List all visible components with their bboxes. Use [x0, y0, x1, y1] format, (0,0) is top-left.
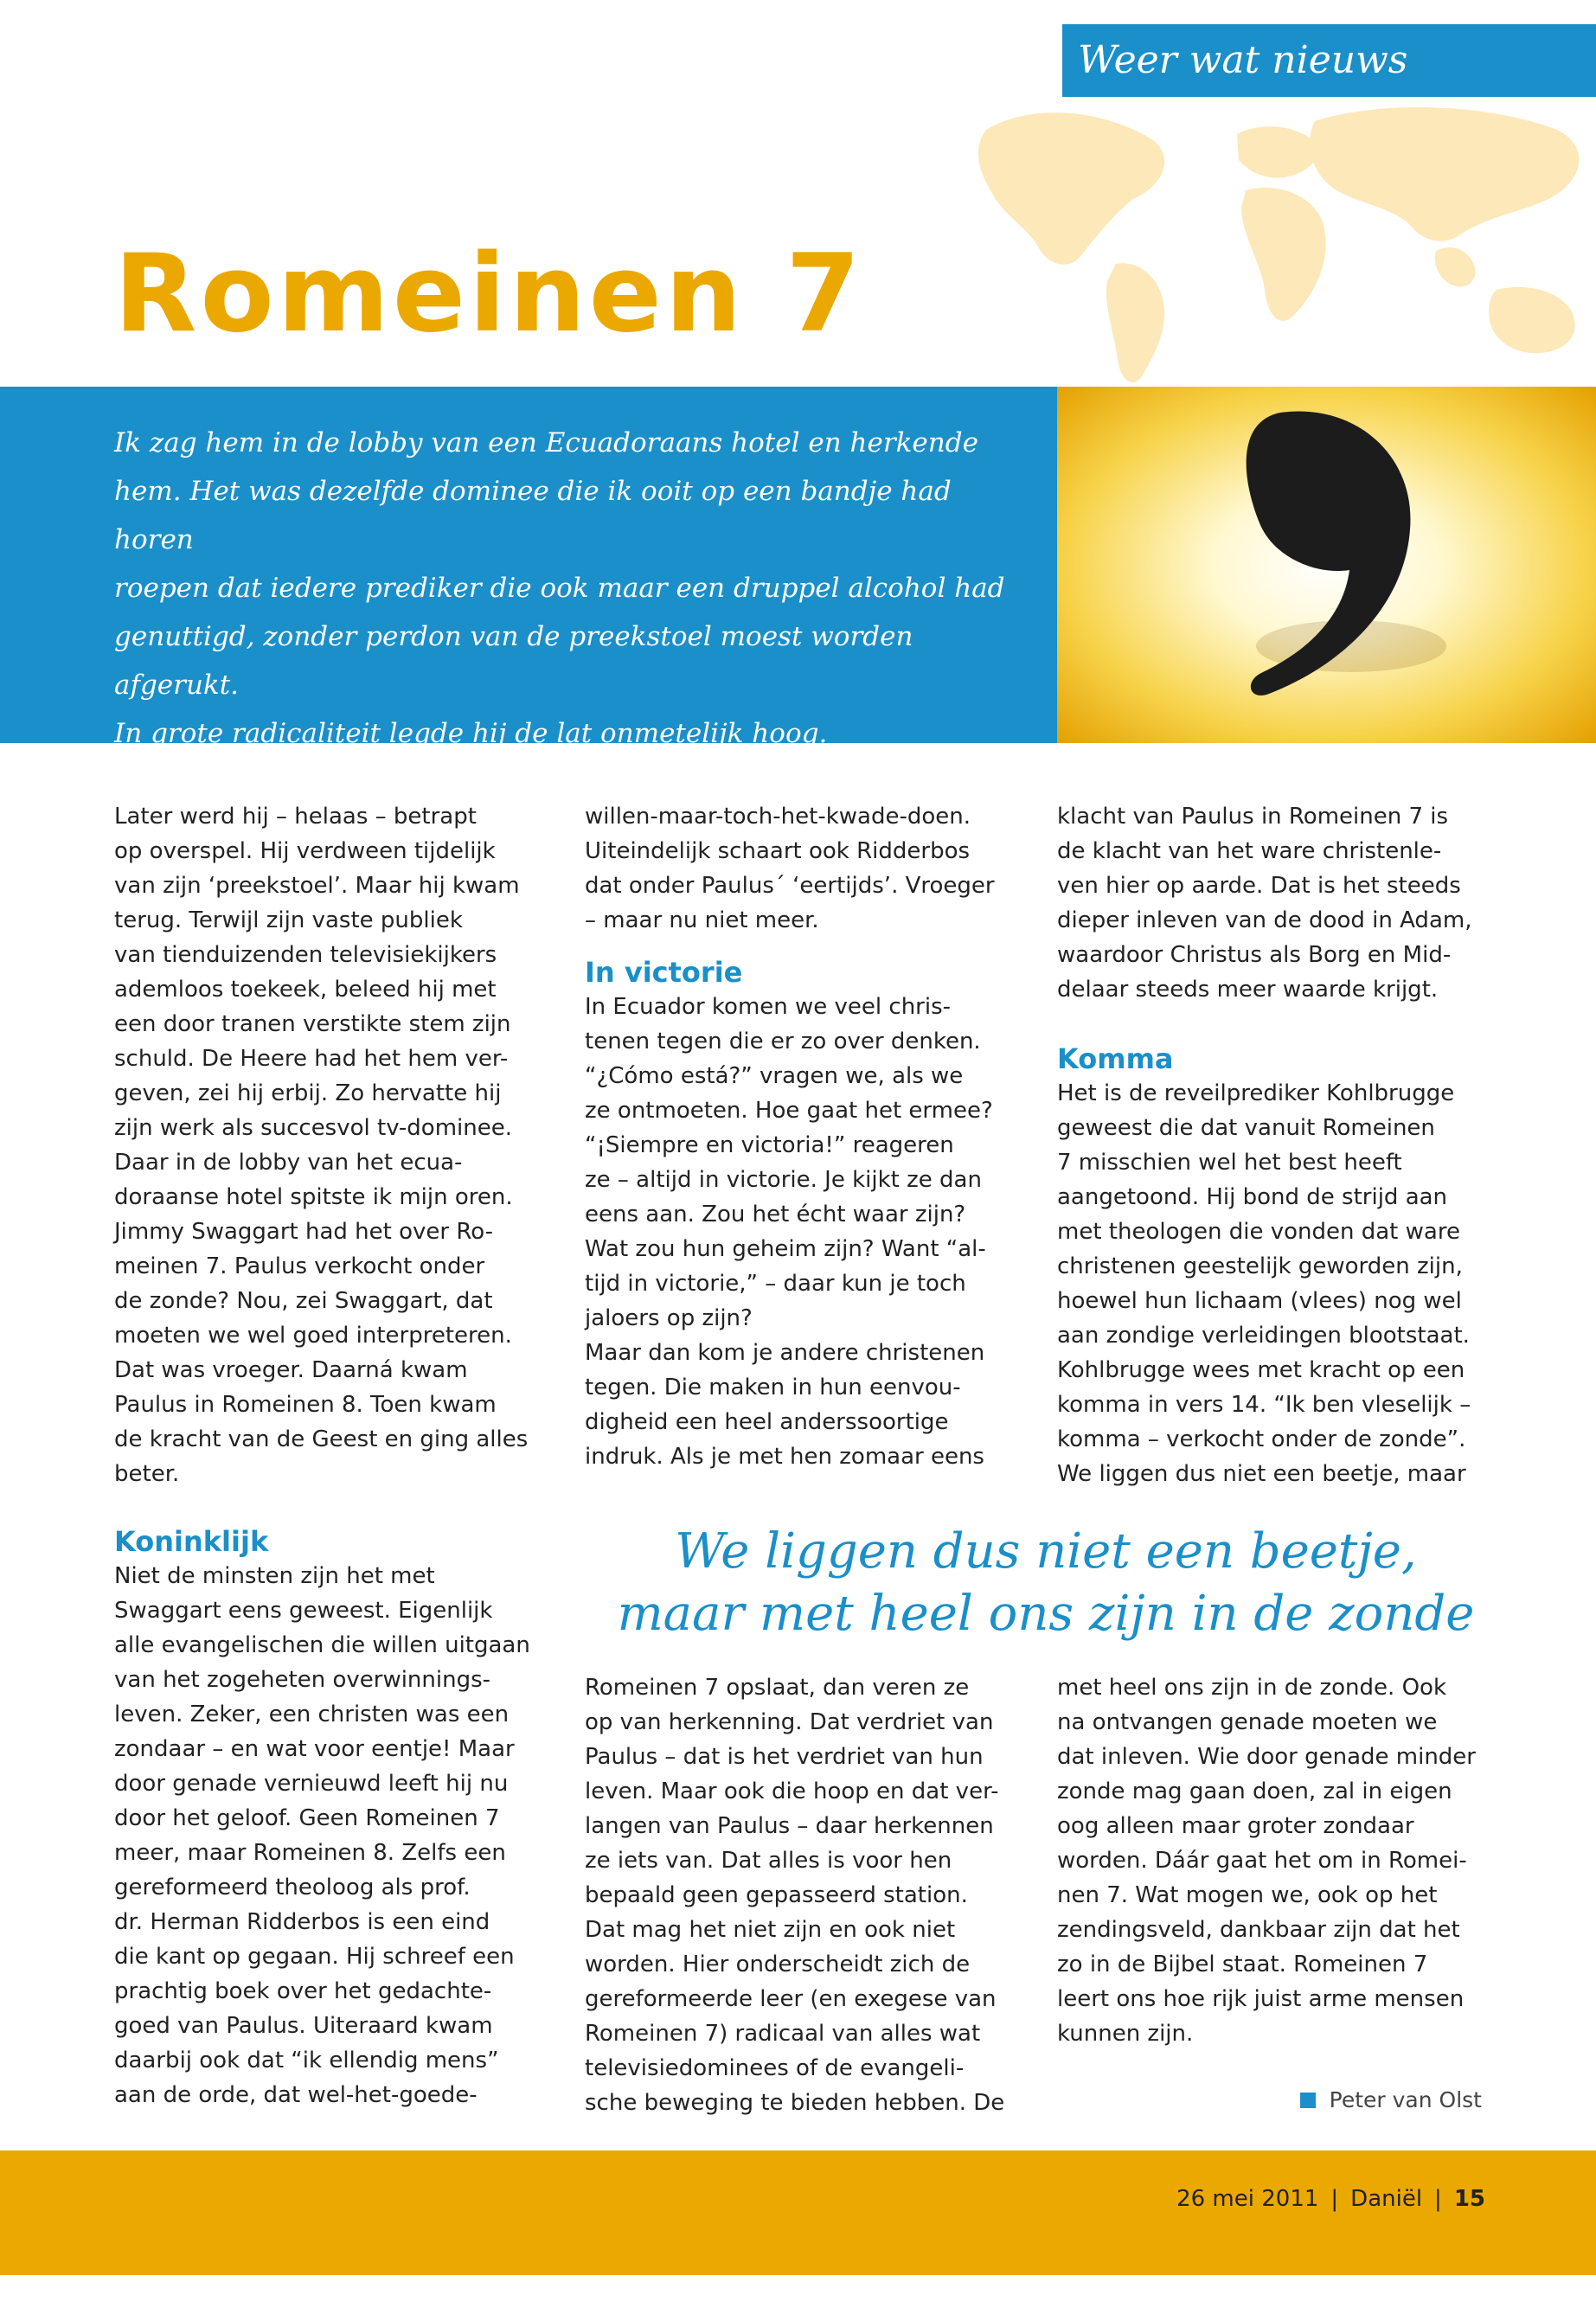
pull-quote: We liggen dus niet een beetje, maar met heel ons zijn in de zonde — [617, 1523, 1475, 1642]
body-text: Niet de minsten zijn het met Swaggart eens geweest. Eigenlijk alle evangelischen die willen uitgaan van het zogeheten overwinnings- leven. Zeker, een christen was een zondaar – en wat voor eentje! Maar door genade vernieuwd leeft hij nu door het geloof. Geen Romeinen 7 meer, maar Romeinen 8. Zelfs een gereformeerd theoloog als prof. dr. Herman Ridderbos is een eind die kant op gegaan. Hij schreef een prachtig boek over het gedachte- goed van Paulus. Uiteraard kwam daarbij ook dat “ik ellendig mens” aan de orde, dat wel-het-goede- — [114, 1563, 530, 2108]
body-text: met heel ons zijn in de zonde. Ook na ontvangen genade moeten we dat inleven. Wie door genade minder zonde mag gaan doen, zal in eigen oog alleen maar groter zondaar worden. Dáár gaat het om in Romei- nen 7. Wat mogen we, ook op het zendingsveld, dankbaar zijn dat het zo in de Bijbel staat. Romeinen 7 leert ons hoe rijk juist arme mensen kunnen zijn. — [1057, 1675, 1476, 2047]
body-text: In Ecuador komen we veel chris- tenen tegen die er zo over denken. “¿Cómo está?” vragen we, als we ze ontmoeten. Hoe gaat het ermee? “¡Siempre en victoria!” reageren ze – altijd in victorie. Je kijkt ze dan eens aan. Zou het écht waar zijn? Wat zou hun geheim zijn? Want “al- tijd in victorie,” – daar kun je toch jaloers op zijn? Maar dan kom je andere christenen tegen. Die maken in hun eenvou- digheid een heel anderssoortige indruk. Als je met hen zomaar eens — [585, 994, 993, 1470]
byline-square-icon — [1300, 2093, 1316, 2108]
lead-paragraph: Ik zag hem in de lobby van een Ecuadoraans hotel en herkende hem. Het was dezelfde dominee die ik ooit op een bandje had horen roepen dat iedere prediker die ook maar een druppel alcohol had genuttigd, zonder perdon van de preekstoel moest worden afgerukt. In grote radicaliteit legde hij de lat onmetelijk hoog. — [114, 427, 1005, 749]
column-2-top — [585, 799, 1035, 1474]
body-text: willen-maar-toch-het-kwade-doen. Uiteindelijk schaart ook Ridderbos dat onder Paulus´ ‘eertijds’. Vroeger – maar nu niet meer. — [585, 804, 995, 933]
column-2-bottom — [585, 1670, 1035, 2120]
page-number: 15 — [1453, 2186, 1485, 2212]
column-1-bottom — [114, 1524, 547, 2112]
footer-info — [1176, 2186, 1485, 2212]
subheading-komma: Komma — [1057, 1042, 1174, 1075]
column-3-top — [1057, 799, 1507, 1491]
body-text: Het is de reveilprediker Kohlbrugge geweest die dat vanuit Romeinen 7 misschien wel het best heeft aangetoond. Hij bond de strijd aan met theologen die vonden dat ware christenen geestelijk geworden zijn, hoewel hun lichaam (vlees) nog wel aan zondige verleidingen blootstaat. Kohlbrugge wees met kracht op een komma in vers 14. “Ik ben vleselijk – komma – verkocht onder de zonde”. We liggen dus niet een beetje, maar — [1057, 1080, 1471, 1487]
world-map-illustration — [952, 95, 1596, 389]
comma-icon — [1057, 387, 1596, 743]
column-1-top — [114, 799, 547, 1491]
issue-date: 26 mei 2011 — [1176, 2186, 1319, 2212]
subheading-in-victorie: In victorie — [585, 956, 743, 989]
body-text: Later werd hij – helaas – betrapt op overspel. Hij verdween tijdelijk van zijn ‘preekstoel’. Maar hij kwam terug. Terwijl zijn vaste publiek van tienduizenden televisiekijkers ademloos toekeek, beleed hij met een door tranen verstikte stem zijn schuld. De Heere had het hem ver- geven, zei hij erbij. Zo hervatte hij zijn werk als succesvol tv-dominee. Daar in de lobby van het ecua- doraanse hotel spitste ik mijn oren. Jimmy Swaggart had het over Ro- meinen 7. Paulus verkocht onder de zonde? Nou, zei Swaggart, dat moeten we wel goed interpreteren. Dat was vroeger. Daarná kwam Paulus in Romeinen 8. Toen kwam de kracht van de Geest en ging alles beter. — [114, 804, 529, 1487]
author-name: Peter van Olst — [1329, 2087, 1482, 2112]
author-byline — [1300, 2087, 1482, 2112]
comma-illustration-panel — [1057, 387, 1596, 743]
subheading-koninklijk: Koninklijk — [114, 1525, 269, 1558]
column-3-bottom — [1057, 1670, 1507, 2051]
body-text: klacht van Paulus in Romeinen 7 is de klacht van het ware christenle- ven hier op aarde. Dat is het steeds dieper inleven van de dood in Adam, waardoor Christus als Borg en Mid- delaar steeds meer waarde krijgt. — [1057, 804, 1472, 1003]
magazine-name: Daniël — [1350, 2186, 1423, 2212]
footer-separator: | — [1434, 2186, 1442, 2212]
page-title: Romeinen 7 — [114, 232, 864, 356]
footer-band — [0, 2150, 1596, 2275]
body-text: Romeinen 7 opslaat, dan veren ze op van herkenning. Dat verdriet van Paulus – dat is het verdriet van hun leven. Maar ook die hoop en dat ver- langen van Paulus – daar herkennen ze iets van. Dat alles is voor hen bepaald geen gepasseerd station. Dat mag het niet zijn en ook niet worden. Hier onderscheidt zich de gereformeerde leer (en exegese van Romeinen 7) radicaal van alles wat televisiedominees of de evangeli- sche beweging te bieden hebben. De — [585, 1675, 1005, 2116]
section-tag: Weer wat nieuws — [1062, 24, 1596, 97]
footer-separator: | — [1330, 2186, 1339, 2212]
